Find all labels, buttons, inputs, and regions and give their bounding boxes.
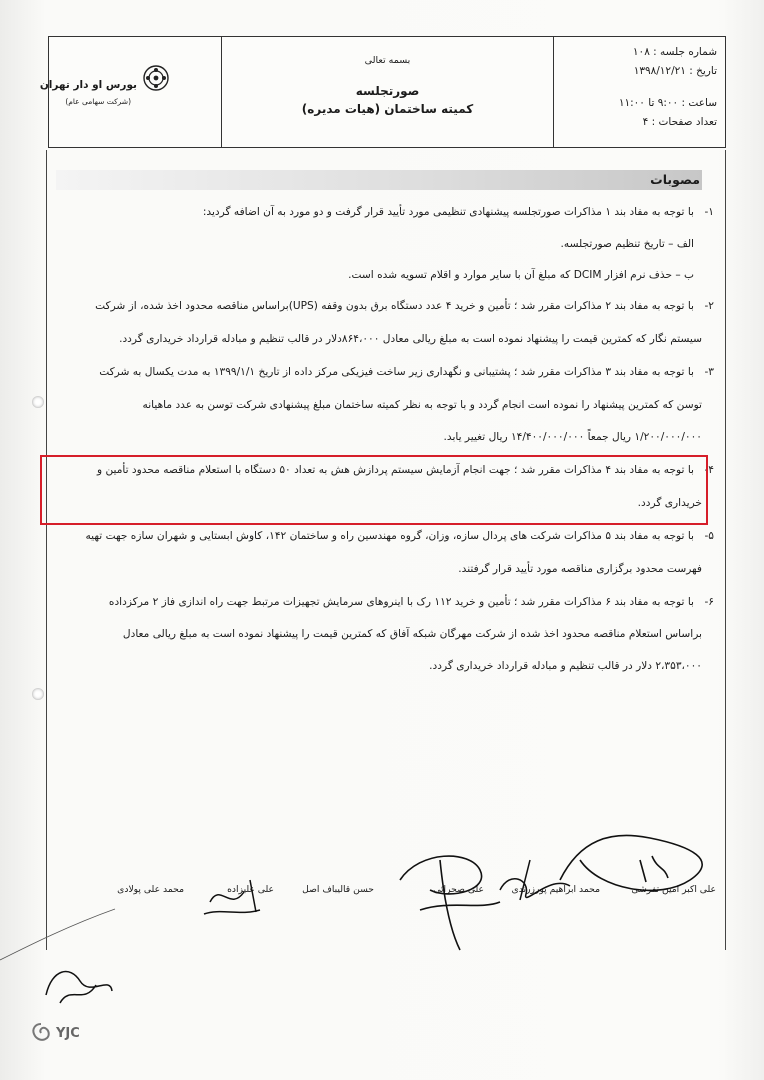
signatory-name: علی اکبر امین تفرشی — [631, 884, 716, 895]
item-line: توسن که کمترین پیشنهاد را نموده است انجام گردد و با توجه به نظر کمیته ساختمان مبلغ پیشنهادی شرکت توسن به عدد ماهیانه — [142, 399, 702, 411]
item-line: ۱/۲۰۰/۰۰۰/۰۰۰ ریال جمعاً ۱۴/۴۰۰/۰۰۰/۰۰۰ ریال تغییر یابد. — [443, 431, 702, 443]
item-line: با توجه به مفاد بند ۳ مذاکرات مقرر شد ؛ پشتیبانی و نگهداری زیر ساخت فیزیکی مرکز داده از تاریخ ۱۳۹۹/۱/۱ به مدت یکسال به شرکت — [99, 366, 694, 378]
margin-mark — [0, 905, 120, 965]
punch-hole — [32, 688, 44, 700]
item-line: با توجه به مفاد بند ۱ مذاکرات صورتجلسه پیشنهادی تنظیمی مورد تأیید قرار گرفت و دو مورد به آن اضافه گردید: — [202, 206, 694, 218]
item-line: خریداری گردد. — [637, 497, 702, 509]
item-line: سیستم نگار که کمترین قیمت را پیشنهاد نموده است به مبلغ ریالی معادل ۸۶۴،۰۰۰دلار در قالب تنظیم و مبادله قرارداد خریداری گردد. — [119, 333, 702, 345]
committee-name: کمیته ساختمان (هیات مدیره) — [301, 102, 474, 116]
item-line: با توجه به مفاد بند ۲ مذاکرات مقرر شد ؛ تأمین و خرید ۴ عدد دستگاه برق بدون وقفه (UPS)براساس مناقصه محدود اخذ شده، از شرکت — [95, 300, 694, 312]
item-number: ۳- — [704, 366, 714, 378]
item-number: ۵- — [704, 530, 714, 542]
watermark — [30, 1022, 80, 1044]
item-line: الف – تاریخ تنظیم صورتجلسه. — [560, 238, 694, 250]
item-line: ۲،۳۵۳،۰۰۰ دلار در قالب تنظیم و مبادله قرارداد خریداری گردد. — [429, 660, 702, 672]
item-number: ۶- — [704, 596, 714, 608]
signatory-name: محمد ابراهیم پورزرندی — [511, 884, 600, 895]
section-heading: مصوبات — [650, 172, 700, 187]
punch-hole — [32, 396, 44, 408]
highlight-annotation-box — [40, 455, 708, 525]
item-line: با توجه به مفاد بند ۶ مذاکرات مقرر شد ؛ تأمین و خرید ۱۱۲ رک با اینروهای سرمایش تجهیزات مرتبط جهت راه اندازی فاز ۲ مرکزداده — [108, 596, 694, 608]
document-header — [39, 36, 726, 148]
meeting-meta — [553, 37, 725, 147]
page-border-left — [46, 150, 47, 950]
signature-mark — [200, 872, 270, 922]
document-title: صورتجلسه — [355, 84, 420, 98]
exchange-emblem-icon — [143, 65, 169, 91]
organization-name: بورس او دار تهران — [39, 79, 137, 91]
signatory-name: محمد علی پولادی — [117, 884, 184, 895]
item-line: براساس استعلام مناقصه محدود اخذ شده از شرکت مهرگان شبکه آفاق که کمترین قیمت را پیشنهاد نموده است به مبلغ ریالی معادل — [122, 628, 702, 640]
item-line: فهرست محدود برگزاری مناقصه مورد تأیید قرار گرفتند. — [458, 563, 702, 575]
item-number: ۲- — [704, 300, 714, 312]
organization-type: (شرکت سهامی عام) — [65, 97, 131, 106]
meeting-number: شماره جلسه : ۱۰۸ — [632, 46, 717, 58]
signatory-name: علی صحرائی — [433, 884, 484, 895]
item-number: ۴- — [704, 464, 714, 476]
signature-mark — [390, 840, 510, 960]
meeting-time: ساعت : ۹:۰۰ تا ۱۱:۰۰ — [618, 97, 717, 109]
signatory-name: علی علیزاده — [227, 884, 274, 895]
item-number: ۱- — [704, 206, 714, 218]
item-line: با توجه به مفاد بند ۵ مذاکرات شرکت های پردال سازه، وزان، گروه مهندسین راه و ساختمان ۱۴۲، کاوش ابستایی و شهران سازه جهت تهیه — [85, 530, 694, 542]
bismillah: بسمه تعالی — [364, 55, 411, 66]
item-line: با توجه به مفاد بند ۴ مذاکرات مقرر شد ؛ جهت انجام آزمایش سیستم پردازش هش به تعداد ۵۰ دستگاه با استعلام مناقصه محدود تأمین و — [96, 464, 694, 476]
meeting-date: تاریخ : ۱۳۹۸/۱۲/۲۱ — [633, 64, 717, 77]
organization-cell — [39, 37, 221, 147]
signatory-name: حسن قالیباف اصل — [302, 884, 374, 895]
item-line: ب – حذف نرم افزار DCIM که مبلغ آن با سایر موارد و اقلام تسویه شده است. — [348, 269, 694, 281]
page-count: تعداد صفحات : ۴ — [642, 115, 717, 128]
section-heading-bar — [56, 170, 702, 190]
title-cell — [221, 37, 553, 147]
yjc-logo-icon — [30, 1022, 52, 1044]
watermark-text: YJC — [56, 1025, 80, 1041]
